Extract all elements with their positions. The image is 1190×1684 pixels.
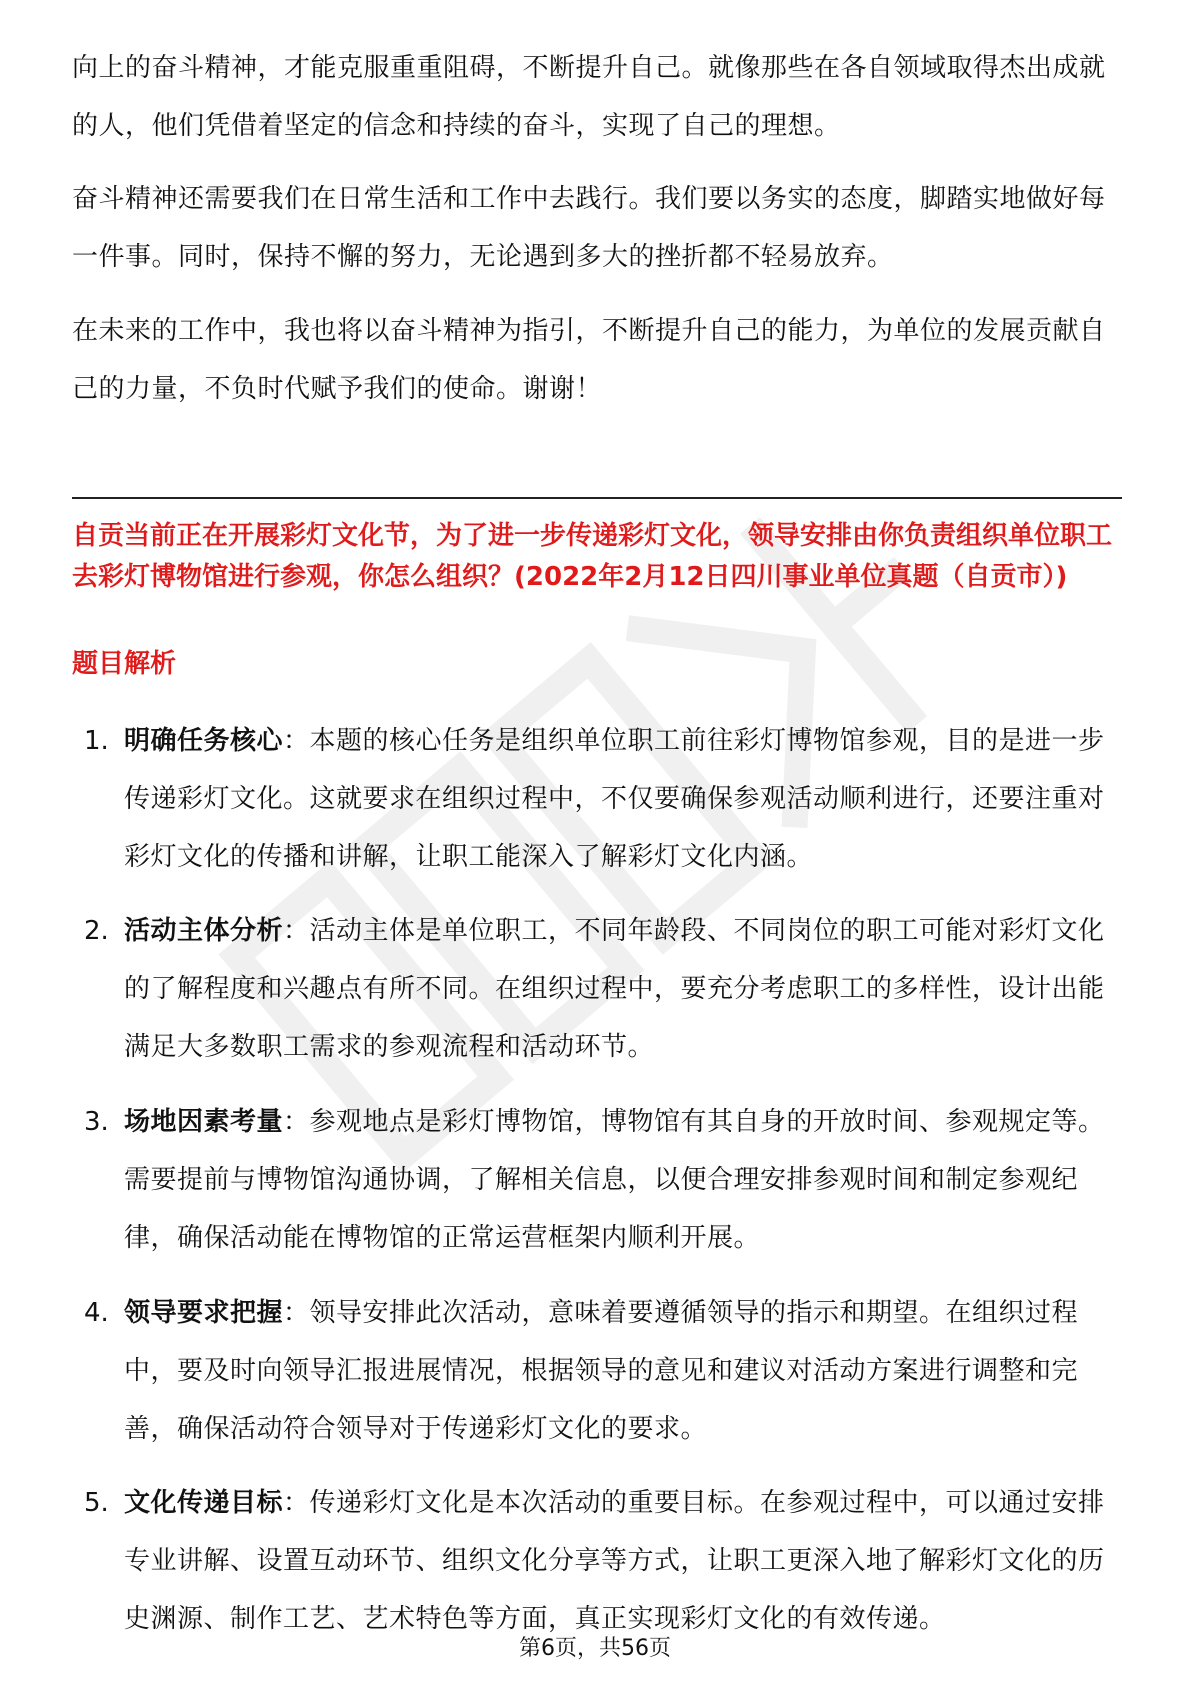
list-item-text [124,1474,1114,1648]
analysis-heading: 题目解析 [72,649,177,679]
question-title: 自贡当前正在开展彩灯文化节，为了进一步传递彩灯文化，领导安排由你负责组织单位职工去彩灯博物馆进行参观，你怎么组织？(2022年2月12日四川事业单位真题（自贡市）) [72,521,1113,592]
list-item-number: 5. [84,1488,109,1518]
list-item-text [124,902,1114,1076]
list-item-title: 领导要求把握 [124,1298,284,1328]
page-number-footer: 第6页，共56页 [519,1636,671,1661]
list-item-text [124,712,1114,886]
section-divider [72,497,1122,499]
list-item-body: ：传递彩灯文化是本次活动的重要目标。在参观过程中，可以通过安排专业讲解、设置互动环节、组织文化分享等方式，让职工更深入地了解彩灯文化的历史渊源、制作工艺、艺术特色等方面，真正实现彩灯文化的有效传递。 [124,1488,1105,1634]
list-item-number: 4. [84,1298,109,1328]
list-item-body: ：活动主体是单位职工，不同年龄段、不同岗位的职工可能对彩灯文化的了解程度和兴趣点有所不同。在组织过程中，要充分考虑职工的多样性，设计出能满足大多数职工需求的参观流程和活动环节。 [124,916,1105,1062]
paragraph-2: 奋斗精神还需要我们在日常生活和工作中去践行。我们要以务实的态度，脚踏实地做好每一件事。同时，保持不懈的努力，无论遇到多大的挫折都不轻易放弃。 [72,184,1106,272]
list-item-text [124,1093,1114,1267]
list-item-number: 2. [84,916,109,946]
list-item-body: ：参观地点是彩灯博物馆，博物馆有其自身的开放时间、参观规定等。需要提前与博物馆沟通协调，了解相关信息，以便合理安排参观时间和制定参观纪律，确保活动能在博物馆的正常运营框架内顺利开展。 [124,1107,1105,1253]
list-item-title: 场地因素考量 [124,1107,284,1137]
paragraph-1: 向上的奋斗精神，才能克服重重阻碍，不断提升自己。就像那些在各自领域取得杰出成就的人，他们凭借着坚定的信念和持续的奋斗，实现了自己的理想。 [72,53,1106,141]
list-item-title: 活动主体分析 [124,916,284,946]
list-item-title: 明确任务核心 [124,726,284,756]
list-item-body: ：领导安排此次活动，意味着要遵循领导的指示和期望。在组织过程中，要及时向领导汇报进展情况，根据领导的意见和建议对活动方案进行调整和完善，确保活动符合领导对于传递彩灯文化的要求。 [124,1298,1079,1444]
list-item-number: 3. [84,1107,109,1137]
list-item-body: ：本题的核心任务是组织单位职工前往彩灯博物馆参观，目的是进一步传递彩灯文化。这就要求在组织过程中，不仅要确保参观活动顺利进行，还要注重对彩灯文化的传播和讲解，让职工能深入了解彩灯文化内涵。 [124,726,1105,872]
list-item-title: 文化传递目标 [124,1488,284,1518]
list-item-text [124,1284,1114,1458]
list-item-number: 1. [84,726,109,756]
paragraph-3: 在未来的工作中，我也将以奋斗精神为指引，不断提升自己的能力，为单位的发展贡献自己的力量，不负时代赋予我们的使命。谢谢！ [72,316,1106,404]
